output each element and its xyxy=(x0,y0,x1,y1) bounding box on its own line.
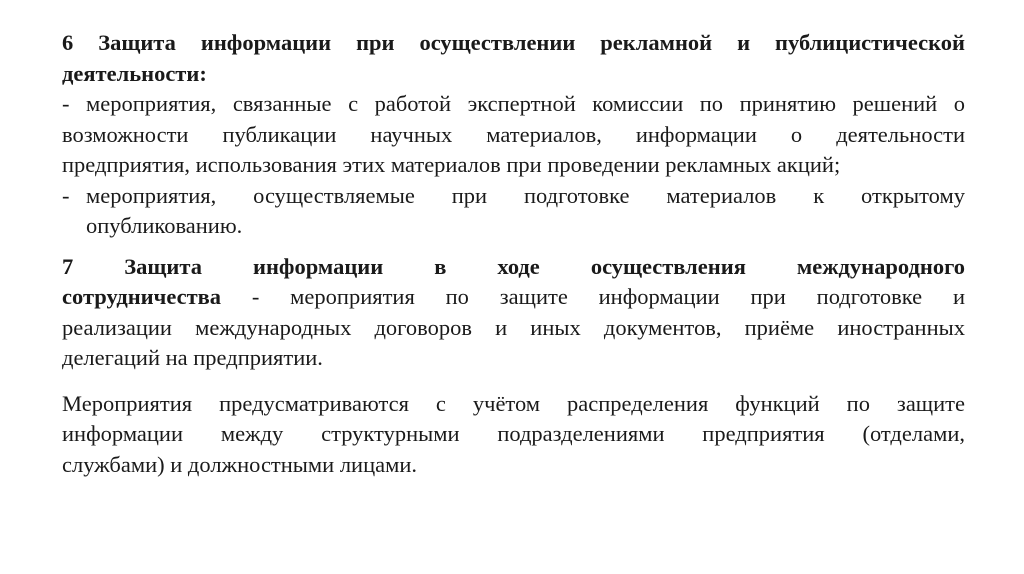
list-item-line: предприятия, использования этих материалов при проведении рекламных акций; xyxy=(62,152,841,177)
list-dash: - xyxy=(62,182,70,208)
note-line: службами) и должностными лицами. xyxy=(62,451,418,477)
list-item-line: возможности публикации научных материалов, информации о деятельности xyxy=(62,121,965,147)
section-6-heading: 6 Защита информации при осуществлении рекламной и публицистической xyxy=(62,30,965,55)
note-line: Мероприятия предусматриваются с учётом распределения функций по защите xyxy=(62,390,965,416)
list-item-line: - мероприятия, связанные с работой экспертной комиссии по принятию решений о xyxy=(62,91,965,116)
note-line: информации между структурными подразделениями предприятия (отделами, xyxy=(62,421,965,446)
note-paragraph xyxy=(62,389,965,481)
section-7-text: - мероприятия по защите информации при подготовке и xyxy=(221,284,965,309)
section-7-line: делегаций на предприятии. xyxy=(62,345,323,370)
section-7-line xyxy=(62,282,965,313)
slide-content xyxy=(62,28,965,480)
list-item-text: мероприятия, осуществляемые при подготовке материалов к открытому xyxy=(86,182,965,208)
list-item-line: опубликованию. xyxy=(86,213,243,238)
section-7-heading-continued: сотрудничества xyxy=(62,284,222,309)
section-7-line: реализации международных договоров и иных документов, приёме иностранных xyxy=(62,314,965,340)
section-6-item-2 xyxy=(62,181,965,242)
section-6 xyxy=(62,28,965,242)
list-item-line xyxy=(62,181,965,212)
section-7 xyxy=(62,252,965,374)
section-6-item-1 xyxy=(62,89,965,181)
section-7-heading: 7 Защита информации в ходе осуществления международного xyxy=(62,253,965,279)
section-6-heading-continued: деятельности: xyxy=(62,60,207,86)
